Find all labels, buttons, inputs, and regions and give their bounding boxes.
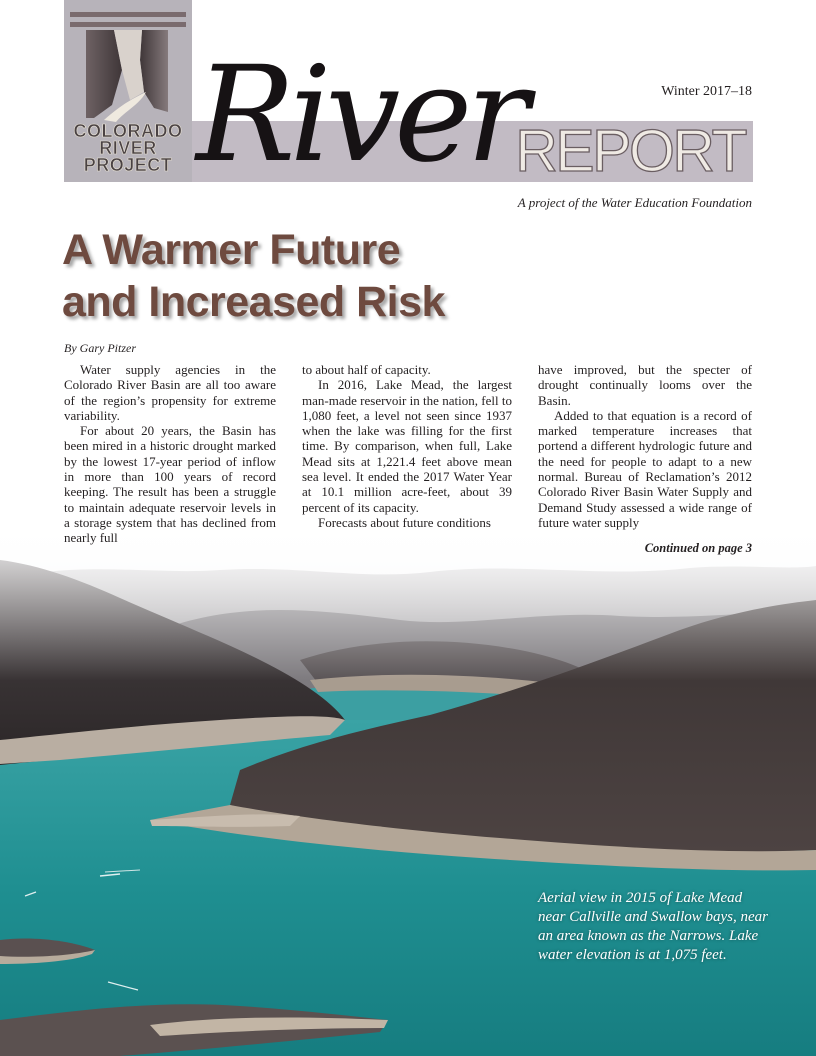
column-2-paragraph-3: Forecasts about future conditions [318, 514, 491, 530]
article-headline [62, 224, 622, 328]
colorado-river-project-logo [64, 0, 192, 182]
masthead-tagline: A project of the Water Education Foundation [517, 195, 752, 210]
continued-on-page-link[interactable]: Continued on page 3 [644, 541, 752, 555]
masthead-title-river: River [196, 38, 524, 192]
article-column-3 [538, 362, 752, 530]
issue-date: Winter 2017–18 [661, 84, 752, 99]
column-2-paragraph-2: In 2016, Lake Mead, the largest man-made reservoir in the nation, fell to 1,080 feet, a level not seen since 1937 when the lake was filling for the first time. By comparison, when full, Lake Mead sits at 1,221.4 feet above mean sea level. It ended the 2017 Water Year at 10.1 million acre-feet, about 39 percent of its capacity. [302, 377, 512, 515]
logo-text-line-2: RIVER [99, 138, 157, 158]
article-column-1 [64, 362, 276, 546]
column-3-paragraph-1: have improved, but the specter of drought continually looms over the Basin. [538, 362, 752, 408]
column-2-paragraph-1: to about half of capacity. [302, 362, 431, 377]
headline-line-1: A Warmer Future [62, 226, 401, 274]
logo-text-line-3: PROJECT [83, 155, 173, 175]
logo-text-line-1: COLORADO [73, 121, 183, 141]
column-3-paragraph-2: Added to that equation is a record of marked temperature increases that portend a different hydrologic future and the need for people to adapt to a new normal. Bureau of Reclamation’s 2012 Colorado River Basin Water Supply and Demand Study assessed a wide range of future water supply [538, 407, 752, 530]
column-1-paragraph-2: For about 20 years, the Basin has been mired in a historic drought marked by the lowest 17-year period of inflow in more than 100 years of record keeping. The result has been a struggle to maintain adequate reservoir levels in a storage system that has declined from nearly full [64, 423, 276, 546]
headline-line-2: and Increased Risk [62, 278, 445, 326]
article-column-2 [302, 362, 512, 530]
masthead-title-report: REPORT [515, 118, 745, 184]
lake-mead-aerial-photo [0, 520, 816, 1056]
column-1-paragraph-1: Water supply agencies in the Colorado River Basin are all too aware of the region’s propensity for extreme variability. [64, 362, 276, 423]
photo-caption: Aerial view in 2015 of Lake Mead near Callville and Swallow bays, near an area known as the Narrows. Lake water elevation is at 1,075 feet. [538, 890, 768, 963]
byline: By Gary Pitzer [64, 341, 136, 355]
